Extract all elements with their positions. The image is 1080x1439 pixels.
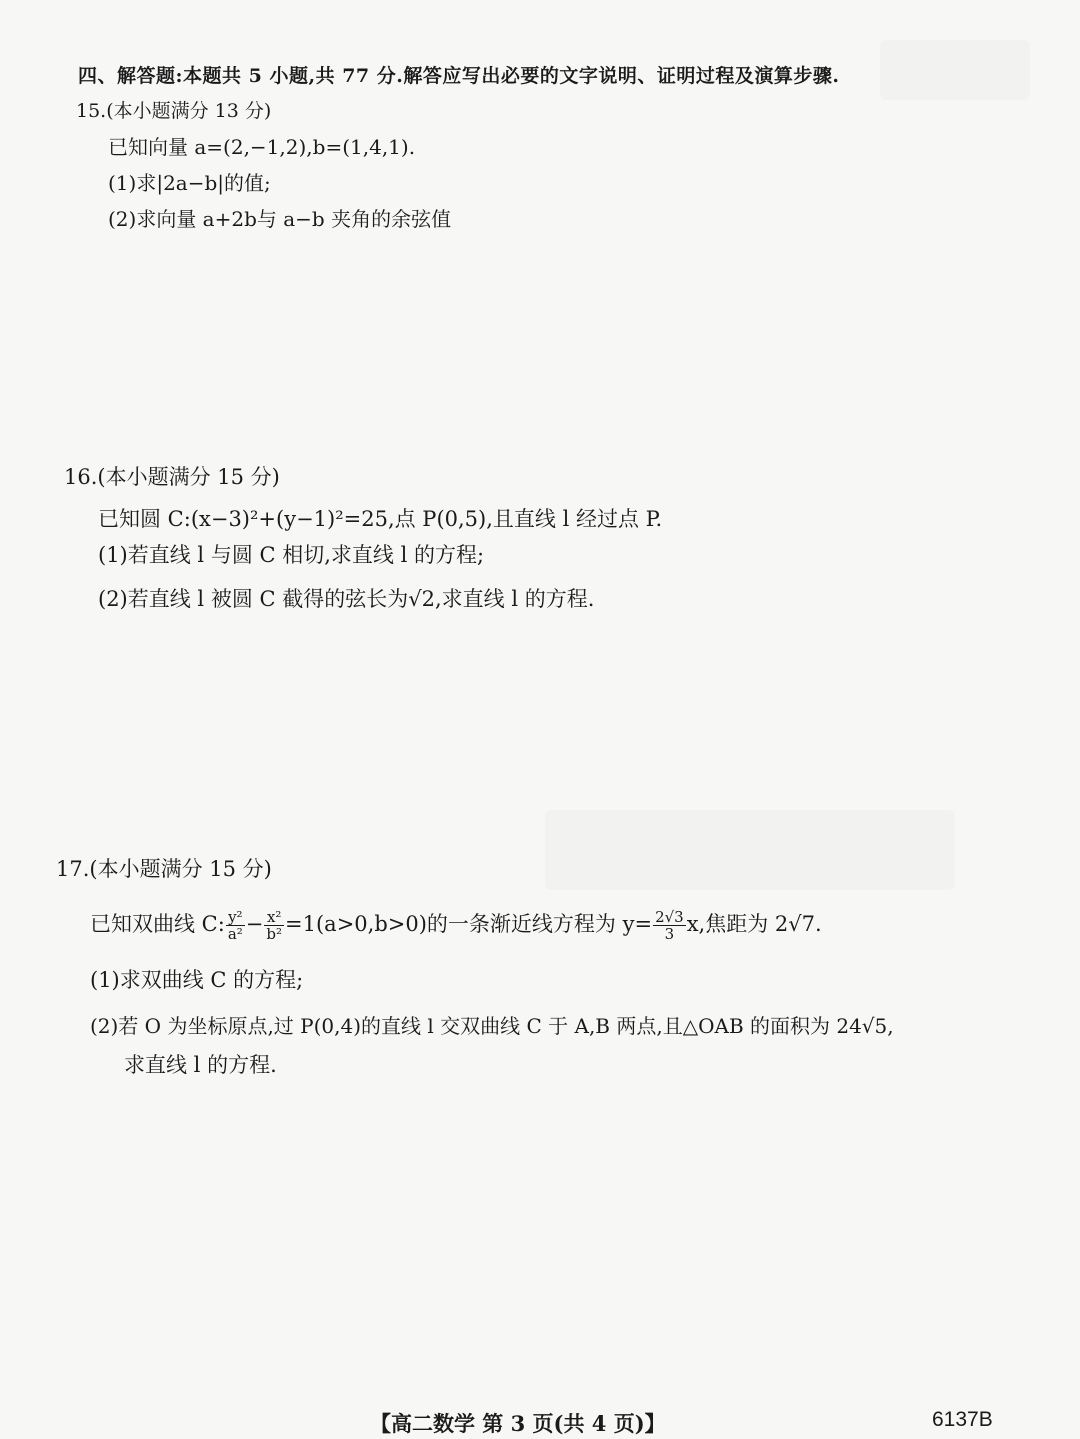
question-15-stem: 已知向量 a=(2,−1,2),b=(1,4,1). xyxy=(108,135,416,159)
stem-suffix: x,焦距为 2√7. xyxy=(686,912,822,936)
fraction-slope: $\frac{2√3}{3}$ xyxy=(655,908,684,943)
question-16-stem: 已知圆 C:(x−3)²+(y−1)²=25,点 P(0,5),且直线 l 经过点 P. xyxy=(98,507,663,531)
paper-stain xyxy=(880,40,1030,100)
question-17-part-2-line-1: (2)若 O 为坐标原点,过 P(0,4)的直线 l 交双曲线 C 于 A,B 两点,且△OAB 的面积为 24√5, xyxy=(90,1014,894,1038)
page-footer: 【高二数学 第 3 页(共 4 页)】 xyxy=(370,1411,666,1436)
fraction-y2-a2: $\frac{\text{y²}}{\text{a²}}$ xyxy=(227,908,243,943)
paper-stain xyxy=(545,810,955,890)
question-15-header: 15.(本小题满分 13 分) xyxy=(76,100,272,122)
question-16-header: 16.(本小题满分 15 分) xyxy=(64,465,280,489)
minus-sign: − xyxy=(245,912,264,936)
question-17-stem xyxy=(90,902,822,946)
stem-mid: =1(a>0,b>0)的一条渐近线方程为 y= xyxy=(285,912,653,936)
question-16-part-1: (1)若直线 l 与圆 C 相切,求直线 l 的方程; xyxy=(98,543,485,567)
exam-code: 6137B xyxy=(932,1408,993,1431)
question-17-header: 17.(本小题满分 15 分) xyxy=(56,857,272,881)
question-17-part-2-line-2: 求直线 l 的方程. xyxy=(124,1053,277,1077)
question-16-part-2: (2)若直线 l 被圆 C 截得的弦长为√2,求直线 l 的方程. xyxy=(98,587,595,611)
question-17-part-1: (1)求双曲线 C 的方程; xyxy=(90,968,304,992)
fraction-x2-b2: $\frac{\text{x²}}{\text{b²}}$ xyxy=(266,908,283,943)
question-15-part-2: (2)求向量 a+2b与 a−b 夹角的余弦值 xyxy=(108,207,452,231)
section-heading: 四、解答题:本题共 5 小题,共 77 分.解答应写出必要的文字说明、证明过程及演算步骤. xyxy=(78,65,840,87)
question-15-part-1: (1)求|2a−b|的值; xyxy=(108,171,271,195)
stem-prefix: 已知双曲线 C: xyxy=(90,912,225,936)
